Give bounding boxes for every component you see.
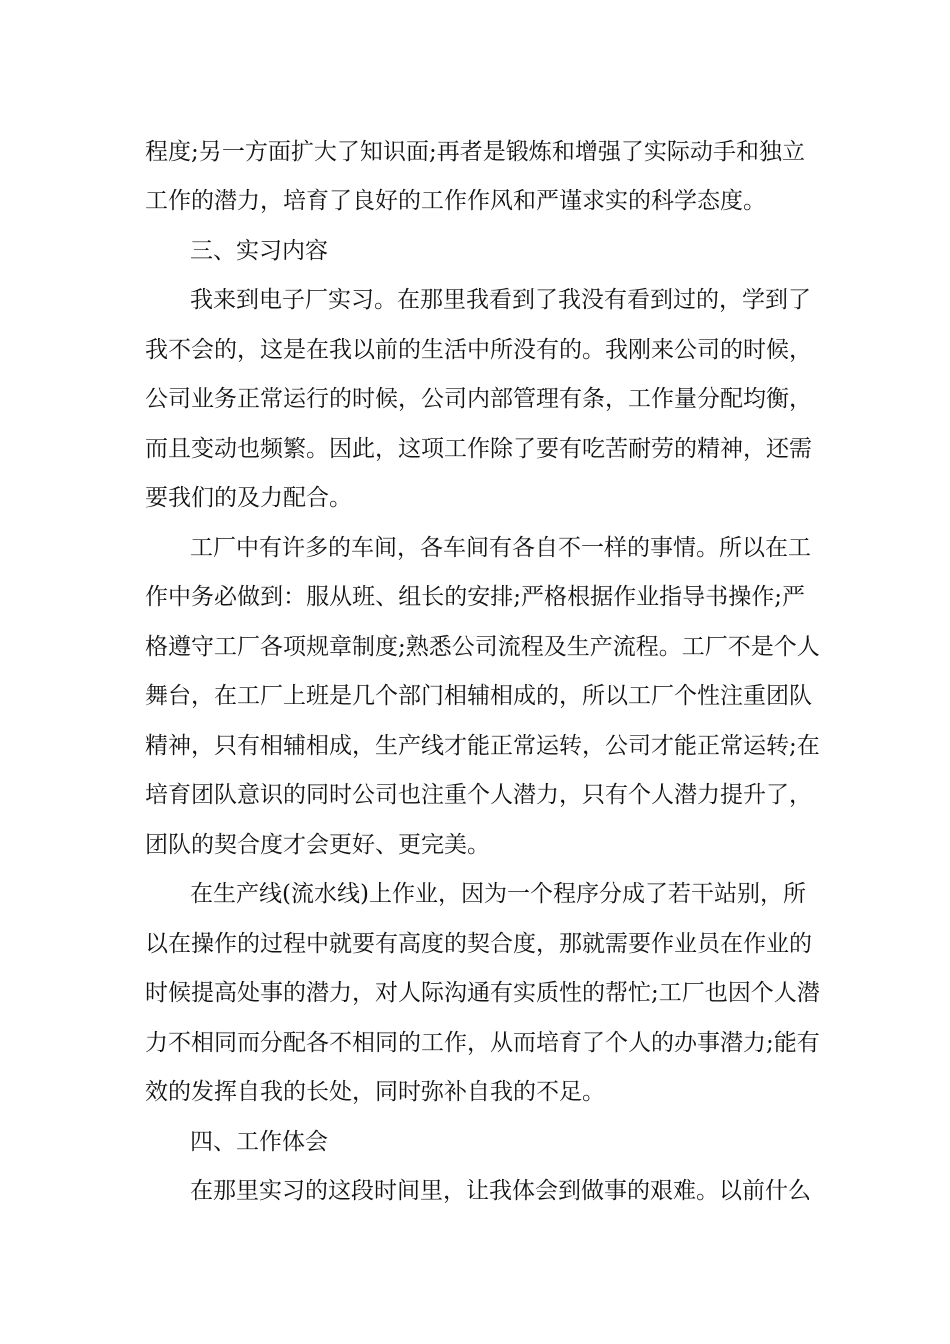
text-line: 培育团队意识的同时公司也注重个人潜力，只有个人潜力提升了， bbox=[145, 782, 812, 808]
text-line: 工作的潜力，培育了良好的工作作风和严谨求实的科学态度。 bbox=[145, 188, 766, 214]
text-line: 舞台，在工厂上班是几个部门相辅相成的，所以工厂个性注重团队 bbox=[145, 683, 812, 709]
text-line: 我不会的，这是在我以前的生活中所没有的。我刚来公司的时候， bbox=[145, 337, 812, 363]
text-line: 时候提高处事的潜力，对人际沟通有实质性的帮忙;工厂也因个人潜 bbox=[145, 980, 820, 1006]
text-line: 而且变动也频繁。因此，这项工作除了要有吃苦耐劳的精神，还需 bbox=[145, 436, 812, 462]
text-line: 我来到电子厂实习。在那里我看到了我没有看到过的，学到了 bbox=[190, 287, 811, 313]
text-line: 在生产线(流水线)上作业，因为一个程序分成了若干站别，所 bbox=[190, 881, 806, 907]
text-line: 以在操作的过程中就要有高度的契合度，那就需要作业员在作业的 bbox=[145, 931, 812, 957]
text-line: 作中务必做到：服从班、组长的安排;严格根据作业指导书操作;严 bbox=[145, 584, 805, 610]
text-line: 要我们的及力配合。 bbox=[145, 485, 352, 511]
text-line: 公司业务正常运行的时候，公司内部管理有条，工作量分配均衡， bbox=[145, 386, 812, 412]
text-line: 精神，只有相辅相成，生产线才能正常运转，公司才能正常运转;在 bbox=[145, 733, 820, 759]
section-heading: 三、实习内容 bbox=[190, 238, 328, 264]
text-line: 团队的契合度才会更好、更完美。 bbox=[145, 832, 490, 858]
text-line: 力不相同而分配各不相同的工作，从而培育了个人的办事潜力;能有 bbox=[145, 1030, 820, 1056]
text-line: 格遵守工厂各项规章制度;熟悉公司流程及生产流程。工厂不是个人 bbox=[145, 634, 820, 660]
text-line: 工厂中有许多的车间，各车间有各自不一样的事情。所以在工 bbox=[190, 535, 811, 561]
text-line: 在那里实习的这段时间里，让我体会到做事的艰难。以前什么 bbox=[190, 1178, 811, 1204]
text-line: 程度;另一方面扩大了知识面;再者是锻炼和增强了实际动手和独立 bbox=[145, 139, 805, 165]
section-heading: 四、工作体会 bbox=[190, 1129, 328, 1155]
text-line: 效的发挥自我的长处，同时弥补自我的不足。 bbox=[145, 1079, 605, 1105]
